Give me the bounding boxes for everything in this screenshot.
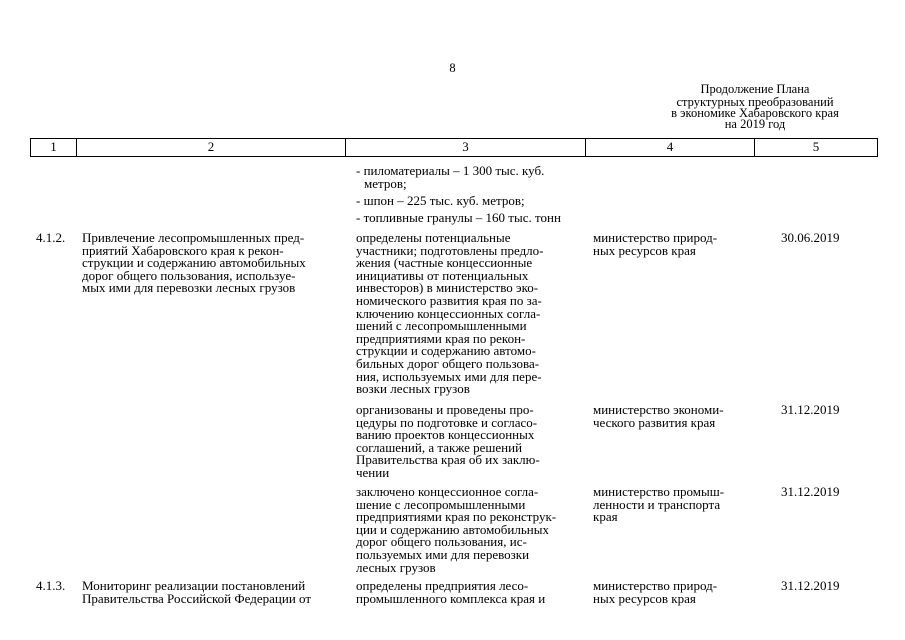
text-line: возки лесных грузов <box>356 381 470 397</box>
row-responsible <box>593 486 724 524</box>
continuation-item-pellets <box>356 212 561 225</box>
text-line: определены предприятия лесо- <box>356 578 529 593</box>
text-line: министерство промыш- <box>593 484 725 499</box>
text-line: Правительства Российской Федерации от <box>82 590 312 606</box>
column-header-3: 3 <box>346 139 586 157</box>
text-line: - пиломатериалы – 1 300 тыс. куб. <box>356 163 545 178</box>
text-line: струкции и содержанию автомобильных <box>82 255 306 271</box>
text-line: Привлечение лесопромышленных пред- <box>82 230 305 245</box>
row-deadline: 31.12.2019 <box>781 402 840 417</box>
text-line: заключено концессионное согла- <box>356 484 539 499</box>
text-line: Правительства края об их заклю- <box>356 452 540 468</box>
text-line: приятий Хабаровского края к рекон- <box>82 242 284 258</box>
plan-continuation-header <box>640 84 870 130</box>
row-number: 4.1.3. <box>36 578 66 593</box>
text-line: предприятиями края по реконструк- <box>356 509 557 525</box>
text-line: лесных грузов <box>356 559 436 575</box>
text-line: чении <box>356 464 390 480</box>
text-line: ных ресурсов края <box>593 590 696 606</box>
text-line: ния, используемых ими для пере- <box>356 368 542 384</box>
text-line: ных ресурсов края <box>593 242 696 258</box>
text-line: мых ими для перевозки лесных грузов <box>82 280 296 296</box>
continuation-item-lumber <box>356 165 544 190</box>
text-line: соглашений, а также решений <box>356 439 523 455</box>
row-deadline: 30.06.2019 <box>781 230 840 245</box>
text-line: - топливные гранулы – 160 тыс. тонн <box>356 210 561 225</box>
text-line: - шпон – 225 тыс. куб. метров; <box>356 193 525 208</box>
text-line: метров; <box>364 175 407 191</box>
row-event <box>82 232 306 295</box>
column-header-1: 1 <box>31 139 77 157</box>
header-line: структурных преобразований <box>676 95 834 109</box>
text-line: пользуемых ими для перевозки <box>356 546 530 562</box>
text-line: ции и содержанию автомобильных <box>356 521 549 537</box>
text-line: инициативы от потенциальных <box>356 267 529 283</box>
row-deadline: 31.12.2019 <box>781 578 840 593</box>
row-result <box>356 404 540 480</box>
text-line: дорог общего пользования, используе- <box>82 267 296 283</box>
text-line: ключению концессионных согла- <box>356 305 541 321</box>
text-line: края <box>593 509 618 525</box>
column-number-header <box>30 138 878 157</box>
page-number: 8 <box>449 61 456 75</box>
text-line: ческого развития края <box>593 414 716 430</box>
text-line: Мониторинг реализации постановлений <box>82 578 306 593</box>
row-responsible <box>593 232 717 257</box>
row-responsible <box>593 580 717 605</box>
text-line: организованы и проведены про- <box>356 402 534 417</box>
row-responsible <box>593 404 724 429</box>
text-line: министерство природ- <box>593 578 718 593</box>
row-number: 4.1.2. <box>36 230 66 245</box>
text-line: министерство природ- <box>593 230 718 245</box>
row-deadline: 31.12.2019 <box>781 484 840 499</box>
column-header-5: 5 <box>755 139 878 157</box>
text-line: определены потенциальные <box>356 230 511 245</box>
text-line: шение с лесопромышленными <box>356 496 526 512</box>
text-line: участники; подготовлены предло- <box>356 242 544 258</box>
text-line: промышленного комплекса края и <box>356 590 546 606</box>
text-line: ленности и транспорта <box>593 496 721 512</box>
text-line: жения (частные концессионные <box>356 255 533 271</box>
text-line: номического развития края по за- <box>356 292 542 308</box>
continuation-item-veneer <box>356 195 525 208</box>
header-line: на 2019 год <box>724 117 786 131</box>
text-line: инвесторов) в министерство эко- <box>356 280 539 296</box>
text-line: предприятиями края по рекон- <box>356 330 526 346</box>
text-line: бильных дорог общего пользова- <box>356 355 540 371</box>
text-line: цедуры по подготовке и согласо- <box>356 414 538 430</box>
header-line: в экономике Хабаровского края <box>671 106 839 120</box>
column-header-4: 4 <box>586 139 755 157</box>
header-line: Продолжение Плана <box>700 82 810 96</box>
column-header-2: 2 <box>77 139 346 157</box>
text-line: шений с лесопромышленными <box>356 318 527 334</box>
row-event <box>82 580 311 605</box>
row-result <box>356 580 545 605</box>
text-line: струкции и содержанию автомо- <box>356 343 536 359</box>
row-result <box>356 486 556 574</box>
text-line: министерство экономи- <box>593 402 724 417</box>
text-line: дорог общего пользования, ис- <box>356 534 527 550</box>
text-line: ванию проектов концессионных <box>356 427 535 443</box>
row-result <box>356 232 544 396</box>
